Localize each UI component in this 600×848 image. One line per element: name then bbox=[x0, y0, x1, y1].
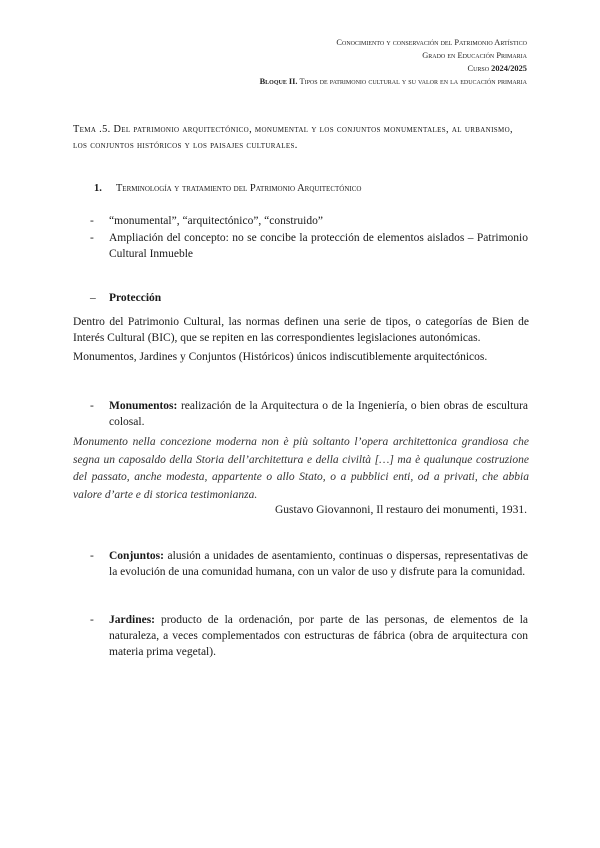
list-item-text: Conjuntos: alusión a unidades de asentamiento, continuas o dispersas, representativas de la evolución de una comunidad humana, con un valor de uso y disfrute para la comunidad. bbox=[109, 550, 528, 578]
header-course-title: Conocimiento y conservación del Patrimonio Artístico bbox=[336, 38, 527, 47]
header-academic-year: Curso 2024/2025 bbox=[467, 64, 527, 73]
list-item-monumentos bbox=[90, 398, 528, 430]
list-item-text: Jardines: producto de la ordenación, por parte de las personas, de elementos de la naturaleza, a veces complementados con estructuras de fábrica (obra de arquitectura con materia prima vegetal). bbox=[109, 614, 528, 658]
paragraph: Monumentos, Jardines y Conjuntos (Históricos) únicos indiscutiblemente arquitectónicos. bbox=[73, 351, 488, 363]
dash-marker: - bbox=[90, 614, 94, 626]
subsection-title: Protección bbox=[109, 292, 162, 304]
topic-title: Tema .5. Del patrimonio arquitectónico, monumental y los conjuntos monumentales, al urbanismo, los conjuntos históricos y los paisajes culturales. bbox=[73, 124, 513, 151]
paragraph: Dentro del Patrimonio Cultural, las normas definen una serie de tipos, o categorías de Bien de Interés Cultural (BIC), que se repiten en las correspondientes legislaciones autonómicas. bbox=[73, 316, 529, 344]
list-item-conjuntos bbox=[90, 548, 528, 580]
section-title: Terminología y tratamiento del Patrimonio Arquitectónico bbox=[115, 183, 362, 194]
quote-attribution: Gustavo Giovannoni, Il restauro dei monumenti, 1931. bbox=[274, 504, 527, 516]
list-item-text: “monumental”, “arquitectónico”, “construido” bbox=[109, 215, 323, 227]
dash-marker: - bbox=[90, 400, 94, 412]
dash-marker: - bbox=[90, 550, 94, 562]
list-item bbox=[90, 213, 528, 229]
dash-marker: – bbox=[90, 292, 96, 304]
list-item-text: Ampliación del concepto: no se concibe la protección de elementos aislados – Patrimonio Cultural Inmueble bbox=[109, 232, 528, 260]
dash-marker: - bbox=[90, 232, 94, 244]
list-item-text: Monumentos: realización de la Arquitectura o de la Ingeniería, o bien obras de escultura colosal. bbox=[109, 400, 528, 428]
section-number: 1. bbox=[94, 183, 102, 194]
document-header bbox=[260, 36, 527, 88]
list-item bbox=[90, 230, 528, 262]
subsection-heading bbox=[90, 292, 161, 304]
header-block: Bloque II. Tipos de patrimonio cultural y su valor en la educación primaria bbox=[259, 77, 527, 86]
dash-marker: - bbox=[90, 215, 94, 227]
header-degree: Grado en Educación Primaria bbox=[422, 51, 527, 60]
list-item-jardines bbox=[90, 612, 528, 660]
section-heading bbox=[94, 183, 361, 194]
block-quote: Monumento nella concezione moderna non è più soltanto l’opera architettonica grandiosa che segna un caposaldo della Storia dell’architettura e della civiltà […] ma è qualunque costruzione del passato, anche modesta, appartente o allo Stato, o a pubblici enti, od a privati, che abbia valore d’arte e di storica testimonianza. bbox=[73, 436, 529, 501]
